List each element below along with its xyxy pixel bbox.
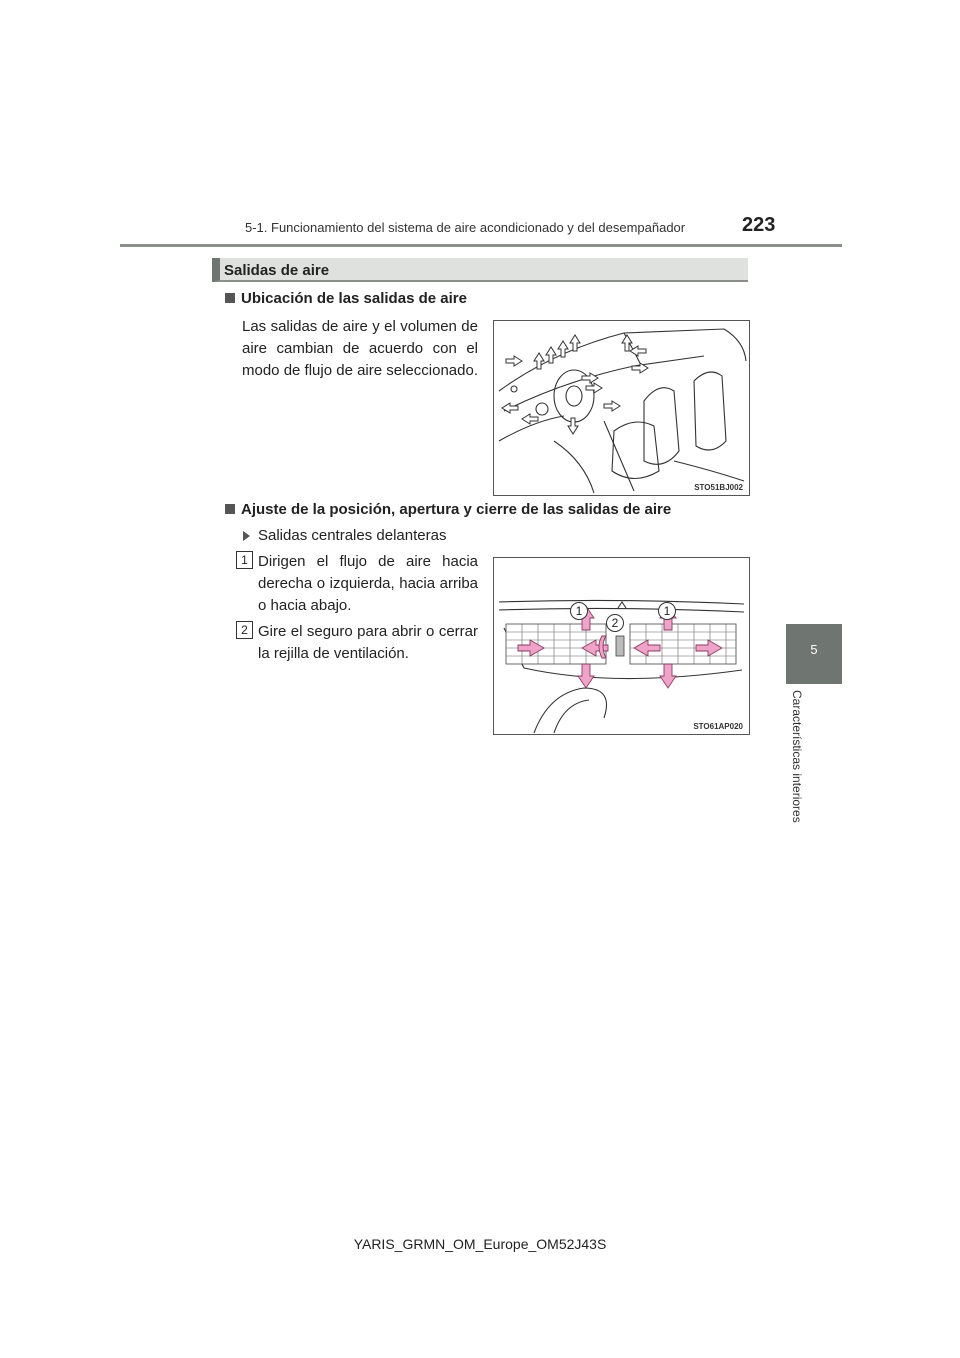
callout-2: 2: [606, 614, 624, 632]
vent-illustration: [494, 558, 749, 734]
item-number-1: 1: [236, 551, 253, 569]
triangle-bullet-icon: [243, 531, 250, 541]
subheading-adjustment-text: Ajuste de la posición, apertura y cierre de las salidas de aire: [241, 501, 672, 518]
header-divider: [120, 244, 842, 247]
square-bullet-icon: [225, 293, 235, 303]
chapter-label-text: Características interiores: [790, 690, 804, 823]
subheading-location-text: Ubicación de las salidas de aire: [241, 290, 467, 307]
figure-center-vents: [493, 557, 750, 735]
subheading-adjustment: [225, 501, 671, 518]
item-text-1: Dirigen el flujo de aire hacia derecha o izquierda, hacia arriba o hacia abajo.: [258, 553, 478, 614]
page-number: 223: [742, 214, 776, 236]
section-title: Salidas de aire: [224, 262, 330, 279]
item-text-2: Gire el seguro para abrir o cerrar la rejilla de ventilación.: [258, 623, 478, 662]
callout-1-right: 1: [658, 602, 676, 620]
item-number-2: 2: [236, 621, 253, 639]
figure-cabin-vents: [493, 320, 750, 496]
subheading-location: [225, 290, 467, 307]
square-bullet-icon: [225, 504, 235, 514]
running-header: 5-1. Funcionamiento del sistema de aire acondicionado y del desempañador: [245, 220, 686, 235]
bullet-center-vents-text: Salidas centrales delanteras: [258, 527, 447, 544]
location-paragraph: Las salidas de aire y el volumen de aire cambian de acuerdo con el modo de flujo de aire seleccionado.: [242, 318, 478, 379]
chapter-number: 5: [810, 642, 818, 657]
footer-doc-id: YARIS_GRMN_OM_Europe_OM52J43S: [353, 1236, 607, 1252]
chapter-label: [790, 690, 824, 850]
cabin-illustration: [494, 321, 749, 495]
figure-code-1: STO51BJ002: [694, 483, 743, 492]
figure-code-2: STO61AP020: [693, 722, 743, 731]
bullet-center-vents: [243, 527, 446, 544]
callout-1-left: 1: [570, 602, 588, 620]
